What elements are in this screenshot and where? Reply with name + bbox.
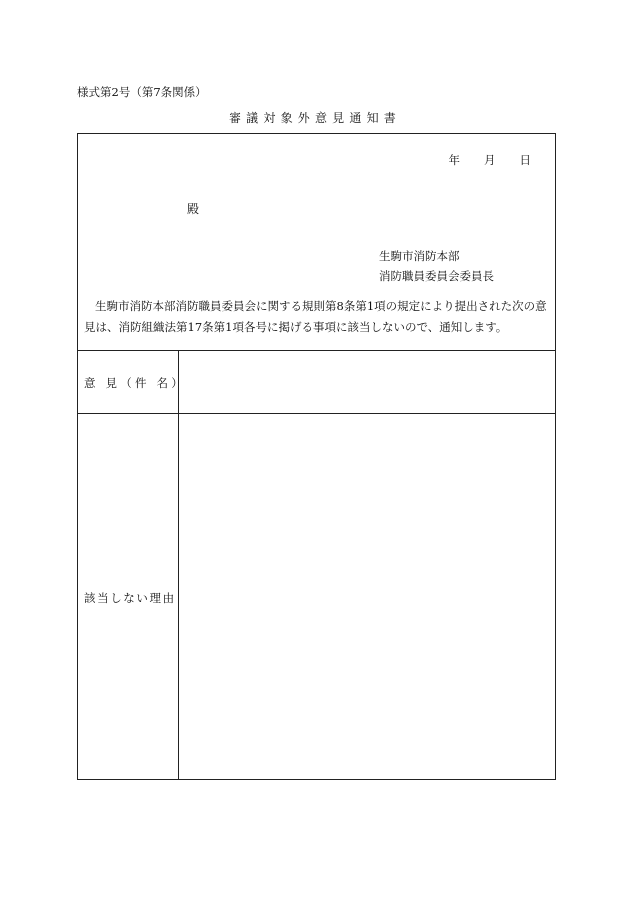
date-year-label: 年 bbox=[448, 153, 460, 167]
form-number: 様式第2号（第7条関係） bbox=[77, 85, 207, 99]
reason-label: 該当しない理由 bbox=[84, 591, 176, 605]
opinion-label: 意 見（件 名） bbox=[84, 376, 186, 390]
sender-line-1: 生駒市消防本部 bbox=[379, 249, 460, 263]
date-day-label: 日 bbox=[519, 153, 531, 167]
opinion-field[interactable] bbox=[179, 351, 555, 413]
date-month-label: 月 bbox=[484, 153, 496, 167]
sender-block bbox=[379, 246, 494, 286]
body-paragraph: 生駒市消防本部消防職員委員会に関する規則第8条第1項の規定により提出された次の意見は、消防組織法第17条第1項各号に掲げる事項に該当しないので、通知します。 bbox=[84, 299, 547, 334]
sender-line-2: 消防職員委員会委員長 bbox=[379, 269, 494, 283]
addressee-honorific: 殿 bbox=[187, 202, 200, 216]
form-frame bbox=[77, 133, 556, 780]
document-title: 審議対象外意見通知書 bbox=[228, 111, 401, 125]
date-line bbox=[449, 152, 532, 168]
reason-field[interactable] bbox=[179, 414, 555, 780]
